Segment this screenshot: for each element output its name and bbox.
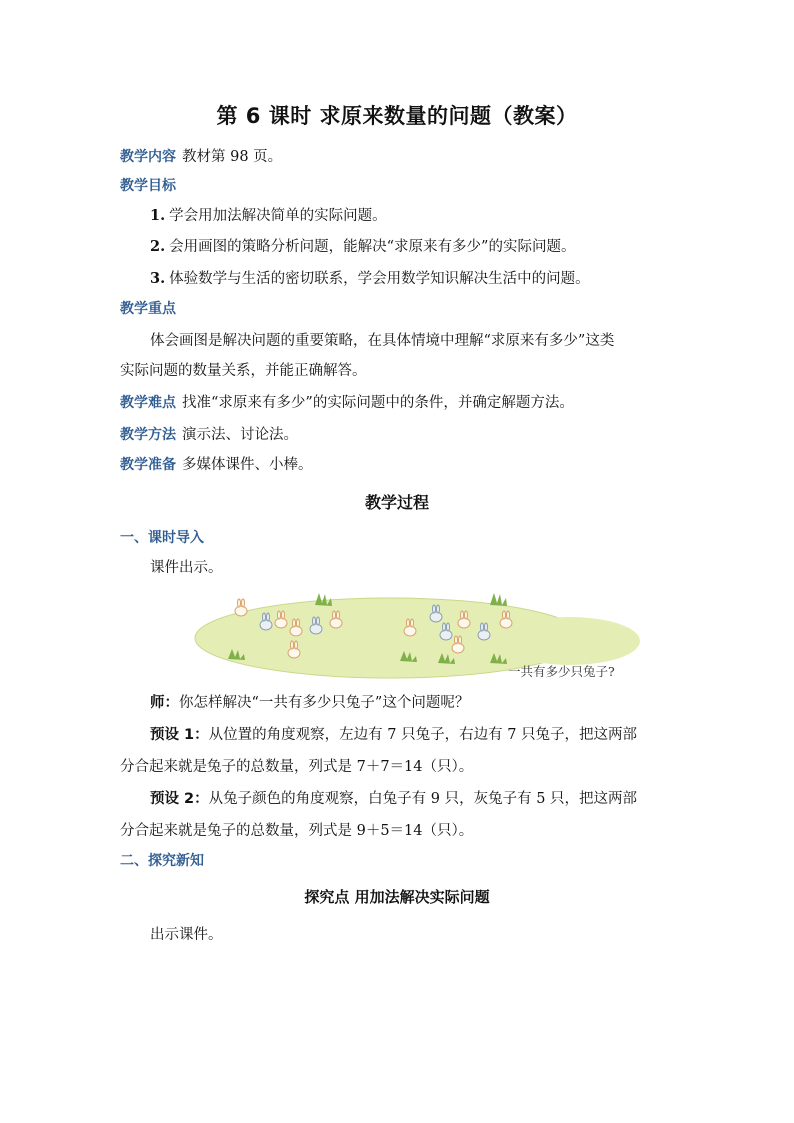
teaching-content-row (120, 146, 680, 168)
teaching-content-label: 教学内容 (120, 149, 176, 165)
method-row (120, 424, 680, 446)
teaching-goals-label-row (120, 175, 680, 197)
explore-heading: 二、探究新知 (120, 853, 204, 869)
teaching-content-text: 教材第 98 页。 (182, 149, 283, 165)
teacher-question (150, 692, 710, 714)
preset-1-label: 预设 1： (150, 727, 209, 743)
explore-subtitle: 探究点 用加法解决实际问题 (304, 888, 490, 906)
method-label: 教学方法 (120, 427, 176, 443)
key-points-line-2: 实际问题的数量关系，并能正确解答。 (120, 363, 367, 379)
intro-text: 课件出示。 (150, 560, 223, 576)
goal-item-1: 1. 学会用加法解决简单的实际问题。 (150, 207, 387, 224)
intro-heading-row (120, 527, 680, 549)
teaching-goals-label: 教学目标 (120, 178, 176, 194)
preparation-row (120, 454, 680, 476)
difficulty-text: 找准“求原来有多少”的实际问题中的条件，并确定解题方法。 (182, 395, 574, 411)
preset-2-label: 预设 2： (150, 791, 209, 807)
preset-2-line-1: 预设 2：从兔子颜色的角度观察，白兔子有 9 只，灰兔子有 5 只，把这两部 (150, 791, 638, 807)
page-title: 第 6 课时 求原来数量的问题（教案） (216, 104, 578, 128)
preparation-label: 教学准备 (120, 457, 176, 473)
goal-item-2: 2. 会用画图的策略分析问题，能解决“求原来有多少”的实际问题。 (150, 238, 576, 255)
preset-1-line-2: 分合起来就是兔子的总数量，列式是 7＋7＝14（只）。 (120, 759, 474, 775)
preset-1-line-1: 预设 1：从位置的角度观察，左边有 7 只兔子，右边有 7 只兔子，把这两部 (150, 727, 638, 743)
method-text: 演示法、讨论法。 (182, 427, 298, 443)
image-caption: 一共有多少只兔子? (508, 664, 615, 679)
key-points-label-row (120, 298, 680, 320)
process-title: 教学过程 (364, 493, 429, 512)
meadow-extension (500, 617, 640, 665)
key-points-line-1: 体会画图是解决问题的重要策略，在具体情境中理解“求原来有多少”这类 (150, 333, 615, 349)
explore-heading-row (120, 850, 680, 872)
preset-2-line-2: 分合起来就是兔子的总数量，列式是 9＋5＝14（只）。 (120, 823, 474, 839)
goal-item-3: 3. 体验数学与生活的密切联系，学会用数学知识解决生活中的问题。 (150, 270, 590, 287)
difficulty-row (120, 392, 680, 414)
explore-text: 出示课件。 (150, 927, 223, 943)
difficulty-label: 教学难点 (120, 395, 176, 411)
preparation-text: 多媒体课件、小棒。 (182, 457, 313, 473)
teacher-text: 你怎样解决“一共有多少只兔子”这个问题呢？ (179, 695, 470, 711)
intro-heading: 一、课时导入 (120, 530, 204, 546)
key-points-label: 教学重点 (120, 301, 176, 317)
teacher-speaker: 师： (150, 695, 179, 711)
